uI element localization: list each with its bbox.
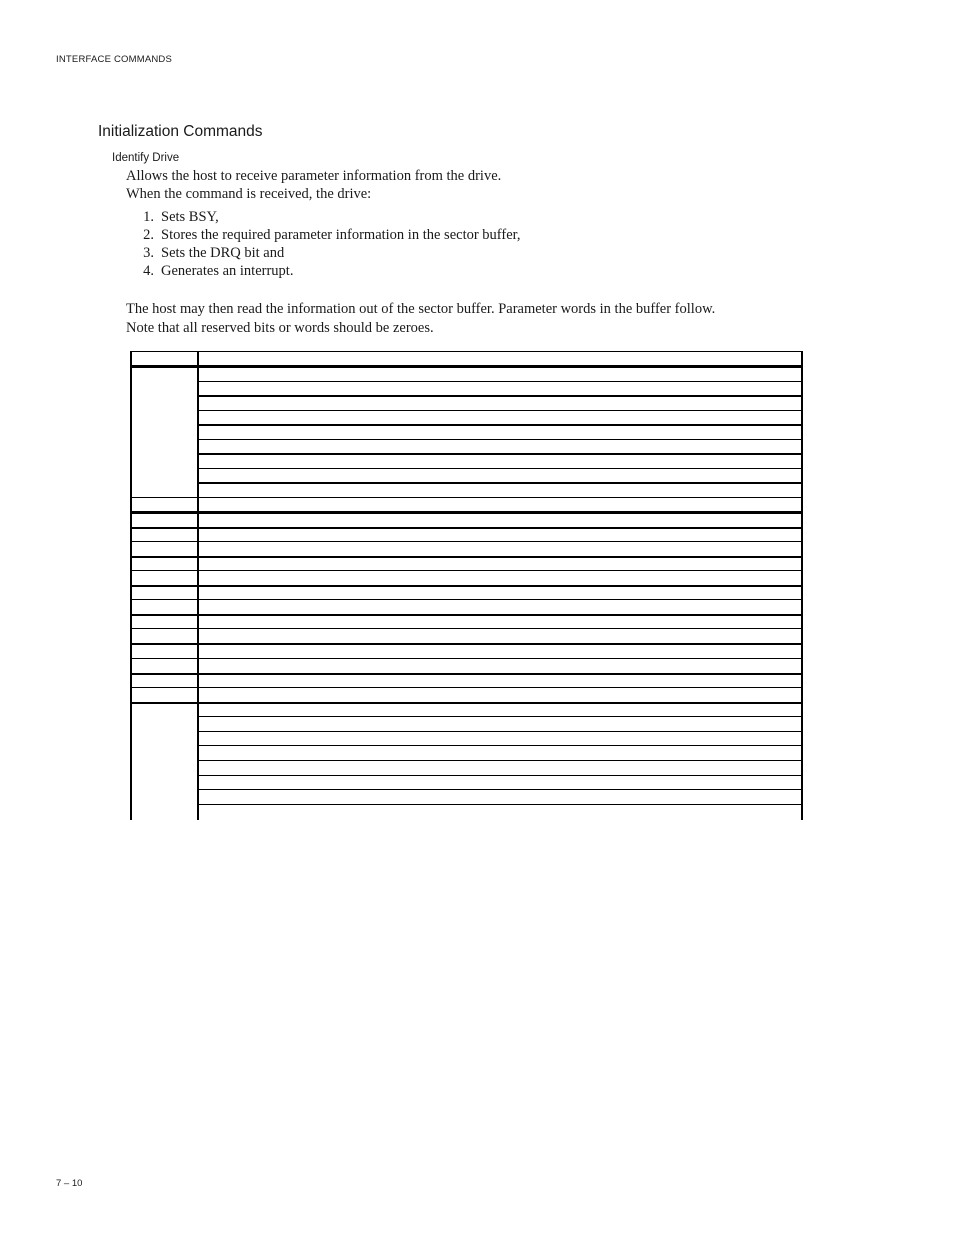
- table-right-border: [801, 351, 803, 820]
- step-number: 2.: [143, 227, 154, 243]
- table-row-rule: [197, 395, 803, 397]
- list-item: [126, 263, 521, 281]
- step-text: Stores the required parameter information in the sector buffer,: [161, 227, 521, 243]
- table-row-rule: [130, 643, 803, 645]
- step-text: Generates an interrupt.: [161, 263, 294, 279]
- step-text: Sets the DRQ bit and: [161, 245, 285, 261]
- step-number: 3.: [143, 245, 154, 261]
- table-row-rule: [197, 381, 803, 382]
- running-header: INTERFACE COMMANDS: [56, 54, 173, 65]
- table-row-rule: [197, 775, 803, 776]
- table-row-rule: [197, 453, 803, 455]
- table-header-rule: [130, 365, 803, 368]
- table-row-rule: [130, 585, 803, 587]
- paragraph-line-1: The host may then read the information out of the sector buffer. Parameter words in the buffer follow.: [126, 301, 716, 317]
- list-item: [126, 245, 521, 263]
- buffer-paragraph: [126, 300, 715, 338]
- paragraph-line-2: Note that all reserved bits or words should be zeroes.: [126, 320, 434, 336]
- table-column-divider: [197, 351, 199, 820]
- table-row-rule: [197, 731, 803, 732]
- table-row-rule: [197, 716, 803, 717]
- table-row-rule: [130, 527, 803, 529]
- steps-list: [126, 209, 521, 281]
- intro-text: [126, 168, 501, 203]
- step-text: Sets BSY,: [161, 209, 219, 225]
- table-row-rule: [197, 760, 803, 761]
- table-row-rule: [130, 497, 803, 498]
- table-row-rule: [197, 410, 803, 411]
- table-row-rule: [130, 628, 803, 629]
- table-row-rule: [130, 673, 803, 675]
- subsection-heading: Identify Drive: [112, 152, 180, 164]
- table-row-rule: [197, 468, 803, 469]
- table-row-rule: [130, 702, 803, 704]
- list-item: [126, 209, 521, 227]
- table-row-rule: [197, 789, 803, 790]
- page-number: 7 – 10: [56, 1178, 83, 1189]
- table-row-rule: [130, 541, 803, 542]
- table-row-rule: [197, 439, 803, 440]
- step-number: 1.: [143, 209, 154, 225]
- table-row-rule: [197, 424, 803, 426]
- table-row-rule: [130, 511, 803, 514]
- table-row-rule: [130, 570, 803, 571]
- table-top-border: [130, 351, 803, 352]
- table-row-rule: [130, 687, 803, 688]
- table-row-rule: [130, 556, 803, 558]
- table-row-rule: [197, 745, 803, 746]
- table-left-border: [130, 351, 132, 820]
- table-row-rule: [130, 599, 803, 600]
- table-row-rule: [197, 482, 803, 484]
- table-row-rule: [130, 658, 803, 659]
- section-heading: Initialization Commands: [98, 123, 263, 140]
- table-row-rule: [130, 614, 803, 616]
- step-number: 4.: [143, 263, 154, 279]
- table-row-rule: [197, 804, 803, 805]
- intro-line-1: Allows the host to receive parameter information from the drive.: [126, 168, 502, 184]
- list-item: [126, 227, 521, 245]
- intro-line-2: When the command is received, the drive:: [126, 185, 372, 202]
